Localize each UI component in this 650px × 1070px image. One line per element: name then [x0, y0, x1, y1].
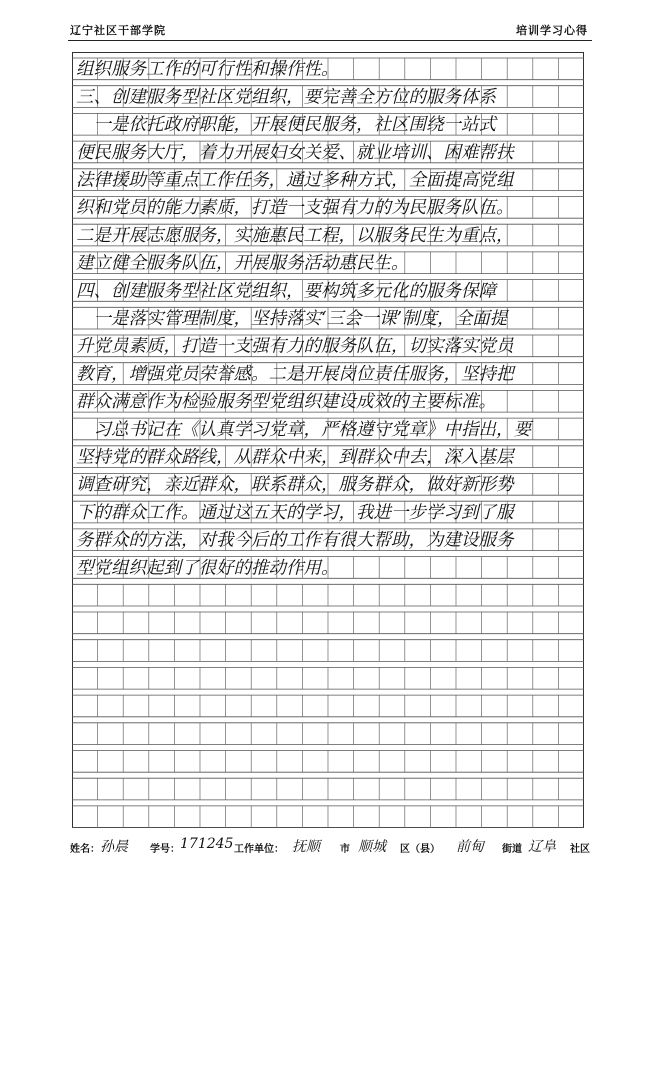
handwritten-line: 组织服务工作的可行性和操作性。	[76, 59, 339, 80]
header-divider	[68, 40, 592, 41]
handwritten-line: 一是依托政府职能，开展便民服务，社区围绕一站式	[76, 115, 496, 136]
handwritten-line: 教育，增强党员荣誉感。二是开展岗位责任服务，坚持把	[76, 364, 514, 385]
handwritten-line: 便民服务大厅，着力开展妇女关爱、就业培训、困难帮扶	[76, 142, 514, 163]
name-label: 姓名：	[70, 844, 100, 855]
street-value: 前甸	[456, 839, 484, 855]
handwritten-line: 务群众的方法，对我今后的工作有很大帮助，为建设服务	[76, 530, 514, 551]
handwritten-line: 群众满意作为检验服务型党组织建设成效的主要标准。	[76, 392, 496, 413]
city-value: 抚顺	[292, 839, 320, 855]
institution-title: 辽宁社区干部学院	[70, 24, 166, 37]
street-unit: 街道	[502, 844, 522, 855]
document-type-title: 培训学习心得	[516, 24, 588, 37]
handwritten-line: 建立健全服务队伍，开展服务活动惠民生。	[76, 253, 409, 274]
community-value: 辽阜	[528, 839, 556, 855]
handwritten-line: 习总书记在《认真学习党章，严格遵守党章》中指出，要	[76, 419, 531, 440]
work-unit-label: 工作单位：	[234, 844, 284, 855]
id-value: 171245	[180, 836, 234, 852]
handwritten-line: 四、创建服务型社区党组织，要构筑多元化的服务保障	[76, 281, 496, 302]
handwritten-line: 织和党员的能力素质，打造一支强有力的为民服务队伍。	[76, 198, 514, 219]
handwritten-line: 法律援助等重点工作任务，通过多种方式，全面提高党组	[76, 170, 514, 191]
handwritten-line: 二是开展志愿服务，实施惠民工程，以服务民生为重点，	[76, 225, 514, 246]
id-label: 学号：	[150, 844, 180, 855]
city-unit: 市	[340, 844, 350, 855]
writing-grid	[72, 52, 584, 828]
handwritten-line: 下的群众工作。通过这五天的学习，我进一步学习到了服	[76, 502, 514, 523]
handwritten-line: 调查研究，亲近群众，联系群众，服务群众，做好新形势	[76, 475, 514, 496]
handwritten-line: 型党组织起到了很好的推动作用。	[76, 558, 339, 579]
handwritten-line: 升党员素质，打造一支强有力的服务队伍，切实落实党员	[76, 336, 514, 357]
handwritten-line: 一是落实管理制度，坚持落实‘三会一课’制度，全面提	[76, 309, 508, 329]
district-value: 顺城	[358, 839, 386, 855]
signature-footer	[70, 836, 590, 858]
community-unit: 社区	[570, 844, 590, 855]
handwritten-line: 三、创建服务型社区党组织，要完善全方位的服务体系	[76, 87, 496, 108]
district-unit: 区（县）	[400, 844, 440, 855]
handwritten-line: 坚持党的群众路线，从群众中来，到群众中去，深入基层	[76, 447, 514, 468]
name-value: 孙晨	[100, 839, 128, 855]
